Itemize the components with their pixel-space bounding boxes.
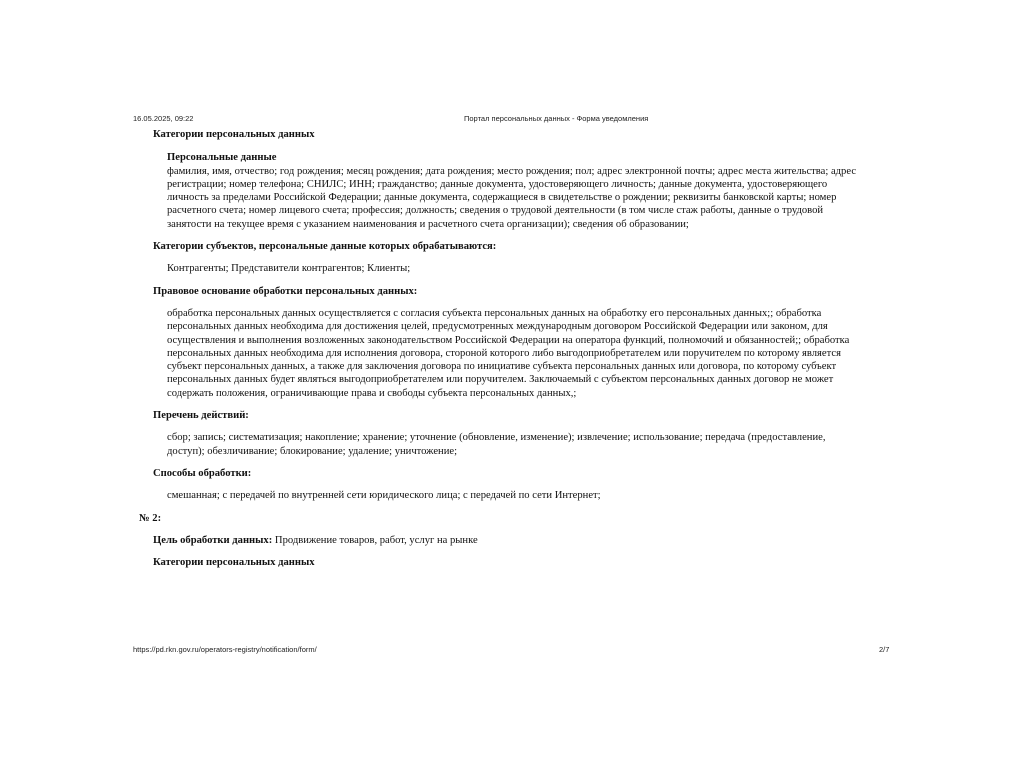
categories-pd-heading-2: Категории персональных данных <box>153 557 315 569</box>
actions-list: сбор; запись; систематизация; накопление; хранение; уточнение (обновление, изменение); извлечение; использование; передача (предоставление, доступ); обезличивание; блокирование; удаление; уничтожение; <box>167 432 826 457</box>
document-body <box>139 128 863 569</box>
actions-heading: Перечень действий: <box>153 410 249 422</box>
purpose-line <box>153 534 863 547</box>
personal-data-block <box>167 151 863 231</box>
print-datetime: 16.05.2025, 09:22 <box>133 114 194 123</box>
subjects-list: Контрагенты; Представители контрагентов; Клиенты; <box>167 263 411 275</box>
print-page-title: Портал персональных данных - Форма уведомления <box>464 114 649 123</box>
purpose-value: Продвижение товаров, работ, услуг на рынке <box>274 534 478 546</box>
subjects-heading: Категории субъектов, персональные данные которых обрабатываются: <box>153 241 497 253</box>
legal-basis-heading: Правовое основание обработки персональных данных: <box>153 285 418 297</box>
footer-url: https://pd.rkn.gov.ru/operators-registry/notification/form/ <box>133 645 317 654</box>
methods-heading: Способы обработки: <box>153 467 252 479</box>
personal-data-subheading: Персональные данные <box>167 152 277 164</box>
entry-number: № 2: <box>139 512 162 524</box>
legal-basis-text: обработка персональных данных осуществляется с согласия субъекта персональных данных на обработку его персональных данных;; обработка персональных данных необходима для достижения целей, предусмотренных международным договором Российской Федерации или законом, для осуществления и выполнения возложенных законодательством Российской Федерации на оператора функций, полномочий и обязанностей;; обработка персональных данных необходима для исполнения договора, стороной которого либо выгодоприобретателем или поручителем по которому является субъект персональных данных, а также для заключения договора по инициативе субъекта персональных данных или договора, по которому субъект персональных данных будет являться выгодоприобретателем или поручителем. Заключаемый с субъектом персональных данных договор не может содержать положения, ограничивающие права и свободы субъекта персональных данных,; <box>167 307 850 399</box>
personal-data-list: фамилия, имя, отчество; год рождения; месяц рождения; дата рождения; место рождения; пол; адрес электронной почты; адрес места жительства; адрес регистрации; номер телефона; СНИЛС; ИНН; гражданство; данные документа, удостоверяющего личность; данные документа, удостоверяющего личность за пределами Российской Федерации; данные документа, содержащиеся в свидетельстве о рождении; реквизиты банковской карты; номер расчетного счета; номер лицевого счета; профессия; должность; сведения о трудовой деятельности (в том числе стаж работы, данные о трудовой занятости на текущее время с указанием наименования и расчетного счета организации); сведения об образовании; <box>167 165 857 230</box>
categories-pd-heading: Категории персональных данных <box>153 129 315 140</box>
page-number: 2/7 <box>879 645 890 654</box>
purpose-label: Цель обработки данных: <box>153 534 273 546</box>
methods-list: смешанная; с передачей по внутренней сети юридического лица; с передачей по сети Интернет; <box>167 490 601 502</box>
